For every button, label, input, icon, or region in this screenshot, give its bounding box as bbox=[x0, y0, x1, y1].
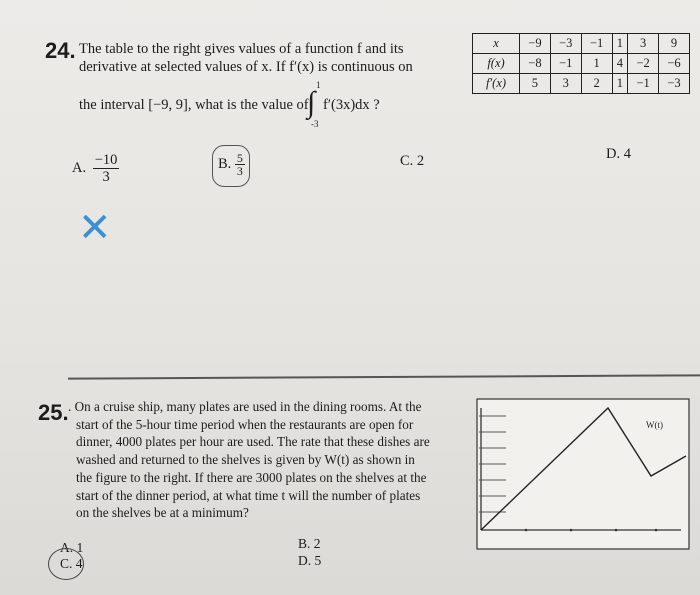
question-25-line: washed and returned to the shelves is given by W(t) as shown in bbox=[76, 452, 415, 468]
choice-25-d[interactable]: D. 5 bbox=[298, 553, 322, 568]
integral-upper-limit: 1 bbox=[316, 80, 321, 90]
table-cell: −3 bbox=[550, 34, 581, 54]
graph-label: W(t) bbox=[646, 420, 663, 430]
table-cell: −1 bbox=[550, 54, 581, 74]
table-row-label: f(x) bbox=[473, 54, 520, 74]
question-25-line: start of the dinner period, at what time t will the number of plates bbox=[76, 487, 421, 503]
choice-25-c[interactable]: C. 4 bbox=[60, 556, 83, 571]
table-cell: 1 bbox=[612, 34, 628, 54]
question-24-line-1: The table to the right gives values of a function f and its bbox=[79, 41, 404, 57]
question-25-line: . On a cruise ship, many plates are used in the dining rooms. At the bbox=[68, 399, 422, 414]
table-cell: −9 bbox=[520, 34, 551, 54]
table-cell: 3 bbox=[628, 34, 659, 54]
table-row-label: f′(x) bbox=[473, 74, 520, 94]
question-25-line: start of the 5-hour time period when the restaurants are open for bbox=[76, 416, 414, 432]
fraction-numerator: 5 bbox=[236, 151, 243, 165]
table-row bbox=[473, 54, 690, 74]
question-25-line: dinner, 4000 plates per hour are used. The rate that these dishes are bbox=[76, 434, 430, 450]
fraction-numerator: −10 bbox=[94, 152, 118, 168]
table-row bbox=[473, 34, 690, 54]
question-25-text bbox=[68, 398, 430, 522]
table-row bbox=[473, 74, 690, 94]
choice-a-letter: A. bbox=[72, 159, 87, 176]
choice-24-b[interactable] bbox=[218, 152, 245, 177]
section-divider bbox=[68, 374, 700, 379]
fraction-denominator: 3 bbox=[236, 164, 243, 178]
table-cell: −8 bbox=[520, 54, 551, 74]
choice-b-letter: B. bbox=[218, 155, 232, 172]
choice-25-a[interactable]: A. 1 bbox=[60, 540, 84, 555]
choice-a-fraction bbox=[93, 152, 120, 185]
integral-lower-limit: -3 bbox=[311, 119, 319, 129]
table-cell: 9 bbox=[659, 34, 690, 54]
table-cell: 4 bbox=[612, 54, 628, 74]
question-25-number: 25. bbox=[38, 400, 69, 425]
wrong-answer-x-mark: ✕ bbox=[78, 205, 112, 251]
table-cell: −2 bbox=[628, 54, 659, 74]
circled-answer-mark bbox=[48, 548, 84, 580]
choice-24-a[interactable] bbox=[72, 152, 119, 185]
table-cell: −3 bbox=[659, 74, 690, 94]
values-table bbox=[472, 33, 690, 94]
table-row-label: x bbox=[473, 34, 520, 54]
table-cell: 3 bbox=[550, 74, 581, 94]
table-cell: 5 bbox=[520, 74, 551, 94]
choice-25-b[interactable]: B. 2 bbox=[298, 536, 321, 551]
table-cell: 2 bbox=[581, 74, 612, 94]
fraction-denominator: 3 bbox=[102, 169, 110, 185]
question-24-line-2: derivative at selected values of x. If f′(x) is continuous on bbox=[79, 59, 413, 75]
integrand: f′(3x)dx ? bbox=[323, 97, 380, 113]
table-cell: 1 bbox=[581, 54, 612, 74]
table-cell: −1 bbox=[581, 34, 612, 54]
question-25-line: on the shelves be at a minimum? bbox=[76, 505, 249, 521]
question-24-number: 24. bbox=[45, 38, 76, 63]
rate-graph bbox=[476, 398, 690, 550]
choice-b-fraction bbox=[235, 152, 245, 177]
table-cell: 1 bbox=[612, 74, 628, 94]
question-25-line: the figure to the right. If there are 3000 plates on the shelves at the bbox=[76, 469, 427, 485]
table-cell: −1 bbox=[628, 74, 659, 94]
integral-sign: ∫ bbox=[307, 86, 316, 119]
table-cell: −6 bbox=[659, 54, 690, 74]
integral-expression bbox=[307, 80, 417, 130]
choice-24-d[interactable]: D. 4 bbox=[606, 146, 631, 162]
question-24-line-3: the interval [−9, 9], what is the value of bbox=[79, 97, 309, 113]
choice-24-c[interactable]: C. 2 bbox=[400, 153, 425, 169]
